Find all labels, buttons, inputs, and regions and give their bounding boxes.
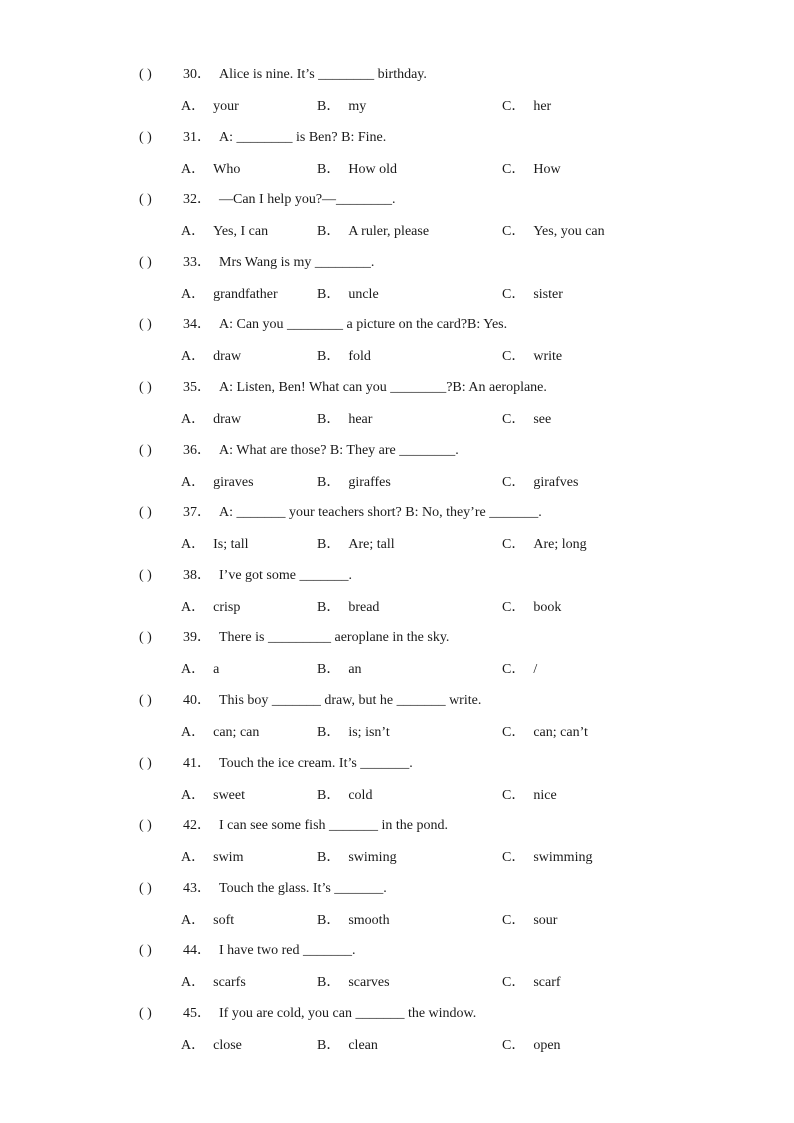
question-number: 40． [183, 692, 211, 708]
option-letter: C． [502, 724, 526, 740]
question-text: There is _________ aeroplane in the sky. [219, 630, 450, 646]
option-a[interactable] [181, 410, 241, 430]
question-number: 44． [183, 943, 211, 959]
question-number: 37． [183, 505, 211, 521]
option-text: Yes, I can [213, 224, 269, 240]
question-number: 45． [183, 1005, 211, 1021]
option-text: scarfs [213, 975, 246, 991]
option-letter: A． [181, 474, 206, 490]
option-text: swiming [348, 850, 397, 866]
option-b[interactable] [317, 535, 395, 555]
option-text: see [533, 411, 552, 427]
question-item [0, 185, 794, 248]
option-letter: C． [502, 161, 526, 177]
answer-blank-parentheses[interactable]: ( ) [139, 943, 152, 959]
answer-blank-parentheses[interactable]: ( ) [139, 317, 152, 333]
answer-blank-parentheses[interactable]: ( ) [139, 818, 152, 834]
question-line [139, 65, 427, 85]
option-text: Yes, you can [533, 224, 605, 240]
option-letter: C． [502, 474, 526, 490]
option-letter: B． [317, 537, 341, 553]
option-b[interactable] [317, 473, 391, 493]
question-line [139, 566, 352, 586]
option-letter: C． [502, 99, 526, 114]
question-item [0, 811, 794, 874]
option-c[interactable] [502, 347, 562, 367]
question-item [0, 60, 794, 123]
question-line [139, 190, 396, 210]
option-text: fold [348, 349, 371, 365]
question-text: I’ve got some _______. [219, 567, 352, 583]
option-text: A ruler, please [348, 224, 430, 240]
option-c[interactable] [502, 285, 563, 305]
option-letter: C． [502, 1037, 526, 1053]
option-letter: B． [317, 161, 341, 177]
option-b[interactable] [317, 786, 372, 806]
option-letter: A． [181, 912, 206, 928]
question-item [0, 874, 794, 937]
question-line [139, 503, 542, 523]
option-text: your [213, 99, 239, 114]
question-item [0, 248, 794, 311]
option-b[interactable] [317, 973, 390, 993]
option-text: grandfather [213, 286, 278, 302]
option-a[interactable] [181, 535, 249, 555]
option-a[interactable] [181, 347, 241, 367]
question-number: 38． [183, 567, 211, 583]
option-letter: B． [317, 286, 341, 302]
answer-blank-parentheses[interactable]: ( ) [139, 379, 152, 395]
question-number: 36． [183, 442, 211, 458]
option-c[interactable] [502, 973, 561, 993]
question-list [0, 60, 794, 1062]
option-letter: B． [317, 224, 341, 240]
option-text: my [348, 99, 367, 114]
question-number: 35． [183, 379, 211, 395]
option-b[interactable] [317, 97, 366, 117]
option-letter: A． [181, 411, 206, 427]
question-number: 39． [183, 630, 211, 646]
option-text: giraves [213, 474, 254, 490]
option-b[interactable] [317, 723, 390, 743]
option-letter: A． [181, 787, 206, 803]
question-text: Touch the glass. It’s _______. [219, 880, 387, 896]
question-item [0, 936, 794, 999]
option-letter: C． [502, 850, 526, 866]
option-letter: A． [181, 537, 206, 553]
option-text: girafves [533, 474, 579, 490]
option-text: is; isn’t [348, 724, 390, 740]
option-text: can; can’t [533, 724, 588, 740]
option-text: her [533, 99, 552, 114]
option-text: soft [213, 912, 235, 928]
option-letter: A． [181, 724, 206, 740]
option-letter: A． [181, 1037, 206, 1053]
option-letter: A． [181, 975, 206, 991]
option-a[interactable] [181, 598, 240, 618]
option-a[interactable] [181, 660, 219, 680]
option-a[interactable] [181, 160, 240, 180]
option-letter: C． [502, 662, 526, 678]
option-text: How [533, 161, 561, 177]
option-letter: B． [317, 724, 341, 740]
option-text: sour [533, 912, 558, 928]
answer-blank-parentheses[interactable]: ( ) [139, 67, 152, 82]
question-line [139, 628, 449, 648]
answer-blank-parentheses[interactable]: ( ) [139, 630, 152, 646]
question-line [139, 691, 481, 711]
question-line [139, 816, 448, 836]
option-letter: C． [502, 912, 526, 928]
option-text: / [533, 662, 538, 678]
option-a[interactable] [181, 97, 239, 117]
option-text: an [348, 662, 362, 678]
option-a[interactable] [181, 285, 278, 305]
question-line [139, 315, 507, 335]
option-a[interactable] [181, 786, 245, 806]
question-item [0, 310, 794, 373]
question-number: 33． [183, 254, 211, 270]
option-c[interactable] [502, 786, 557, 806]
question-text: If you are cold, you can _______ the window. [219, 1005, 477, 1021]
option-letter: C． [502, 787, 526, 803]
option-letter: B． [317, 599, 341, 615]
option-text: write [533, 349, 563, 365]
option-a[interactable] [181, 222, 268, 242]
option-letter: B． [317, 662, 341, 678]
option-c[interactable] [502, 410, 551, 430]
option-c[interactable] [502, 473, 578, 493]
answer-blank-parentheses[interactable]: ( ) [139, 505, 152, 521]
option-text: Are; long [533, 537, 587, 553]
option-letter: C． [502, 599, 526, 615]
question-text: Alice is nine. It’s ________ birthday. [219, 67, 427, 82]
option-a[interactable] [181, 723, 259, 743]
option-text: Are; tall [348, 537, 395, 553]
option-letter: C． [502, 224, 526, 240]
question-item [0, 686, 794, 749]
option-letter: B． [317, 99, 341, 114]
option-b[interactable] [317, 222, 429, 242]
question-text: Touch the ice cream. It’s _______. [219, 755, 413, 771]
option-text: book [533, 599, 562, 615]
question-line [139, 441, 459, 461]
option-text: Is; tall [213, 537, 249, 553]
option-letter: C． [502, 411, 526, 427]
option-letter: A． [181, 662, 206, 678]
question-number: 41． [183, 755, 211, 771]
option-c[interactable] [502, 723, 588, 743]
option-c[interactable] [502, 535, 587, 555]
question-number: 42． [183, 818, 211, 834]
question-item [0, 123, 794, 186]
option-a[interactable] [181, 848, 243, 868]
option-letter: C． [502, 349, 526, 365]
option-letter: B． [317, 349, 341, 365]
question-number: 32． [183, 192, 211, 208]
option-letter: A． [181, 850, 206, 866]
answer-blank-parentheses[interactable]: ( ) [139, 755, 152, 771]
option-b[interactable] [317, 160, 397, 180]
question-text: A: Can you ________ a picture on the card?B: Yes. [219, 317, 508, 333]
option-text: swimming [533, 850, 593, 866]
option-text: clean [348, 1037, 378, 1053]
question-item [0, 561, 794, 624]
option-text: draw [213, 349, 242, 365]
question-number: 30． [183, 67, 211, 82]
option-a[interactable] [181, 973, 246, 993]
option-letter: A． [181, 599, 206, 615]
option-a[interactable] [181, 473, 254, 493]
option-text: Who [213, 161, 241, 177]
question-line [139, 879, 387, 899]
option-text: a [213, 662, 220, 678]
question-text: A: Listen, Ben! What can you ________?B: An aeroplane. [219, 379, 547, 395]
option-text: close [213, 1037, 242, 1053]
option-c[interactable] [502, 848, 592, 868]
option-text: uncle [348, 286, 379, 302]
question-text: Mrs Wang is my ________. [219, 254, 375, 270]
option-text: draw [213, 411, 242, 427]
option-letter: B． [317, 850, 341, 866]
option-text: bread [348, 599, 380, 615]
answer-blank-parentheses[interactable]: ( ) [139, 692, 152, 708]
answer-blank-parentheses[interactable]: ( ) [139, 192, 152, 208]
question-text: I can see some fish _______ in the pond. [219, 818, 449, 834]
option-letter: C． [502, 537, 526, 553]
option-letter: A． [181, 99, 206, 114]
option-b[interactable] [317, 285, 379, 305]
question-item [0, 373, 794, 436]
option-b[interactable] [317, 1036, 378, 1056]
question-text: —Can I help you?—________. [219, 192, 396, 208]
question-line [139, 378, 547, 398]
question-line [139, 754, 413, 774]
option-text: cold [348, 787, 373, 803]
option-letter: B． [317, 411, 341, 427]
option-letter: C． [502, 286, 526, 302]
option-letter: A． [181, 161, 206, 177]
option-a[interactable] [181, 1036, 242, 1056]
option-a[interactable] [181, 911, 234, 931]
option-c[interactable] [502, 598, 561, 618]
answer-blank-parentheses[interactable]: ( ) [139, 567, 152, 583]
question-text: I have two red _______. [219, 943, 356, 959]
question-item [0, 436, 794, 499]
answer-blank-parentheses[interactable]: ( ) [139, 129, 152, 145]
option-text: crisp [213, 599, 241, 615]
question-item [0, 498, 794, 561]
option-text: hear [348, 411, 373, 427]
option-c[interactable] [502, 660, 537, 680]
question-number: 31． [183, 129, 211, 145]
option-b[interactable] [317, 410, 372, 430]
option-c[interactable] [502, 160, 561, 180]
question-number: 43． [183, 880, 211, 896]
option-b[interactable] [317, 911, 390, 931]
option-c[interactable] [502, 1036, 561, 1056]
option-text: giraffes [348, 474, 391, 490]
option-text: open [533, 1037, 561, 1053]
option-letter: C． [502, 975, 526, 991]
option-letter: B． [317, 912, 341, 928]
option-text: scarf [533, 975, 561, 991]
question-text: A: _______ your teachers short? B: No, they’re _______. [219, 505, 542, 521]
option-letter: B． [317, 787, 341, 803]
answer-blank-parentheses[interactable]: ( ) [139, 880, 152, 896]
answer-blank-parentheses[interactable]: ( ) [139, 1005, 152, 1021]
question-number: 34． [183, 317, 211, 333]
option-c[interactable] [502, 911, 557, 931]
question-item [0, 749, 794, 812]
question-item [0, 623, 794, 686]
option-text: sister [533, 286, 563, 302]
option-b[interactable] [317, 347, 371, 367]
option-text: How old [348, 161, 397, 177]
option-letter: A． [181, 349, 206, 365]
answer-blank-parentheses[interactable]: ( ) [139, 254, 152, 270]
option-b[interactable] [317, 848, 397, 868]
option-letter: A． [181, 224, 206, 240]
option-letter: B． [317, 975, 341, 991]
question-item [0, 999, 794, 1062]
question-line [139, 1004, 476, 1024]
option-letter: B． [317, 474, 341, 490]
option-c[interactable] [502, 222, 605, 242]
question-line [139, 128, 386, 148]
option-b[interactable] [317, 660, 362, 680]
option-text: nice [533, 787, 557, 803]
option-text: can; can [213, 724, 260, 740]
question-line [139, 253, 374, 273]
option-b[interactable] [317, 598, 379, 618]
option-text: sweet [213, 787, 246, 803]
question-text: A: ________ is Ben? B: Fine. [219, 129, 387, 145]
question-text: This boy _______ draw, but he _______ write. [219, 692, 482, 708]
option-text: scarves [348, 975, 390, 991]
answer-blank-parentheses[interactable]: ( ) [139, 442, 152, 458]
question-line [139, 941, 355, 961]
option-c[interactable] [502, 97, 551, 117]
question-text: A: What are those? B: They are ________. [219, 442, 459, 458]
option-text: smooth [348, 912, 390, 928]
option-text: swim [213, 850, 244, 866]
option-letter: A． [181, 286, 206, 302]
option-letter: B． [317, 1037, 341, 1053]
